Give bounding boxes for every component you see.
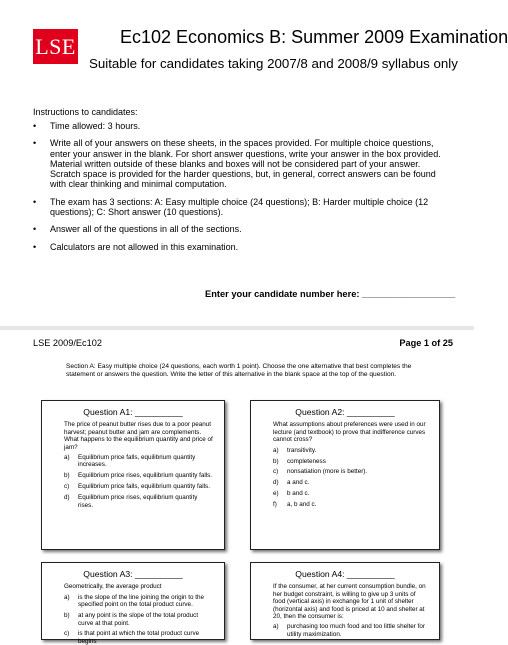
option-text: Equilibrium price rises, equilibrium quantity rises. [78, 494, 198, 509]
option-text: Equilibrium price rises, equilibrium quantity falls. [78, 472, 213, 480]
page-number: Page 1 of 25 [399, 338, 453, 348]
answer-option [64, 494, 214, 509]
option-letter: d) [273, 479, 279, 487]
option-text: b and c. [287, 490, 310, 498]
question-text: The price of peanut butter rises due to a poor peanut harvest; peanut butter and jam are complements. What happens to the equilibrium quantity and price of jam? [64, 421, 213, 451]
instruction-item [33, 138, 443, 189]
answer-option [64, 594, 214, 609]
option-text: at any point is the slope of the total product curve at that point. [78, 612, 199, 627]
option-letter: c) [273, 468, 279, 476]
lse-logo: LSE [33, 29, 78, 64]
question-box-a2 [250, 400, 440, 550]
option-letter: a) [273, 446, 279, 454]
instruction-text: Write all of your answers on these sheets, in the spaces provided. For multiple choice questions, enter your answer in the blank. For short answer questions, write your answer in the box provided. Material written outside of these blanks and boxes will not be considered part of your answer. Scratch space is provided for the harder questions, but, in general, correct answers can be found with clear thinking and minimal computation. [50, 138, 441, 190]
answer-option [64, 612, 214, 627]
option-text: nonsatiation (more is better). [287, 468, 368, 476]
answer-options [251, 623, 439, 638]
answer-option [273, 501, 429, 508]
instruction-text: Time allowed: 3 hours. [50, 121, 141, 131]
option-letter: d) [64, 494, 70, 502]
instruction-text: Answer all of the questions in all of the sections. [50, 224, 242, 235]
instruction-text: The exam has 3 sections: A: Easy multiple choice (24 questions); B: Harder multiple choice (12 questions); C: Short answer (10 questions). [50, 196, 429, 218]
instruction-item [33, 224, 443, 234]
answer-options [42, 594, 224, 645]
option-text: is that point at which the total product curve begins [78, 630, 200, 645]
answer-option [273, 490, 429, 497]
instruction-text: Calculators are not allowed in this examination. [50, 241, 239, 252]
answer-option [273, 468, 429, 475]
bullet: • [33, 121, 37, 131]
question-box-a4 [250, 562, 440, 640]
option-text: Equilibrium price falls, equilibrium quantity falls. [78, 483, 210, 491]
option-letter: e) [273, 490, 279, 498]
option-letter: b) [273, 457, 279, 465]
page-header-left: LSE 2009/Ec102 [33, 338, 102, 348]
question-text: If the consumer, at her current consumption bundle, on her budget constraint, is willing to give up 3 units of food (vertical axis) in exchange for 1 unit of shelter (horizontal axis) and food is priced at 10 and shelter at 20, then the consumer is: [273, 583, 426, 621]
question-box-a3 [41, 562, 225, 645]
option-letter: b) [64, 472, 70, 480]
exam-title: Ec102 Economics B: Summer 2009 Examination [120, 27, 508, 47]
option-text: Equilibrium price falls, equilibrium quantity increases. [78, 454, 196, 469]
bullet: • [33, 138, 37, 149]
question-title: Question A1: __________ [83, 407, 183, 417]
option-text: is the slope of the line joining the origin to the specified point on the total product curve. [78, 593, 205, 609]
candidate-number-prompt: Enter your candidate number here: __________________ [205, 289, 456, 299]
bullet: • [33, 196, 37, 207]
question-text: What assumptions about preferences were used in our lecture (and textbook) to prove that indifference curves cannot cross? [273, 421, 426, 444]
option-letter: a) [64, 593, 70, 601]
answer-option [273, 623, 429, 638]
answer-options [251, 447, 439, 509]
exam-page-1 [0, 330, 474, 645]
option-letter: c) [64, 630, 70, 638]
answer-option [64, 454, 214, 469]
answer-option [64, 630, 214, 645]
answer-option [273, 479, 429, 486]
question-text: Geometrically, the average product [64, 583, 162, 591]
option-letter: a) [64, 454, 70, 462]
option-letter: f) [273, 501, 277, 509]
answer-option [64, 483, 214, 490]
instruction-item [33, 242, 443, 252]
question-box-a1 [41, 400, 225, 550]
question-title: Question A4: __________ [295, 569, 395, 579]
instruction-item [33, 197, 443, 218]
instructions-heading: Instructions to candidates: [33, 107, 138, 117]
option-letter: a) [273, 623, 279, 631]
option-letter: c) [64, 483, 70, 491]
answer-option [273, 447, 429, 454]
instruction-item [33, 121, 443, 131]
section-a-instructions: Section A: Easy multiple choice (24 questions, each worth 1 point). Choose the one alternative that best completes the statement or answers the question. Write the letter of this alternative in the blank space at the top of the question. [66, 363, 412, 379]
option-text: transitivity. [287, 446, 317, 454]
question-title: Question A3: __________ [83, 569, 183, 579]
option-text: a, b and c. [287, 501, 317, 509]
bullet: • [33, 224, 37, 235]
option-text: purchasing too much food and too little shelter for utility maximization. [287, 623, 425, 638]
instructions-list [33, 121, 443, 259]
option-text: a and c. [287, 479, 310, 487]
option-text: completeness [287, 457, 326, 465]
answer-option [273, 458, 429, 465]
answer-options [42, 454, 224, 509]
answer-option [64, 472, 214, 479]
question-title: Question A2: __________ [295, 407, 395, 417]
exam-subtitle: Suitable for candidates taking 2007/8 and 2008/9 syllabus only [89, 56, 458, 71]
bullet: • [33, 241, 37, 252]
option-letter: b) [64, 612, 70, 620]
